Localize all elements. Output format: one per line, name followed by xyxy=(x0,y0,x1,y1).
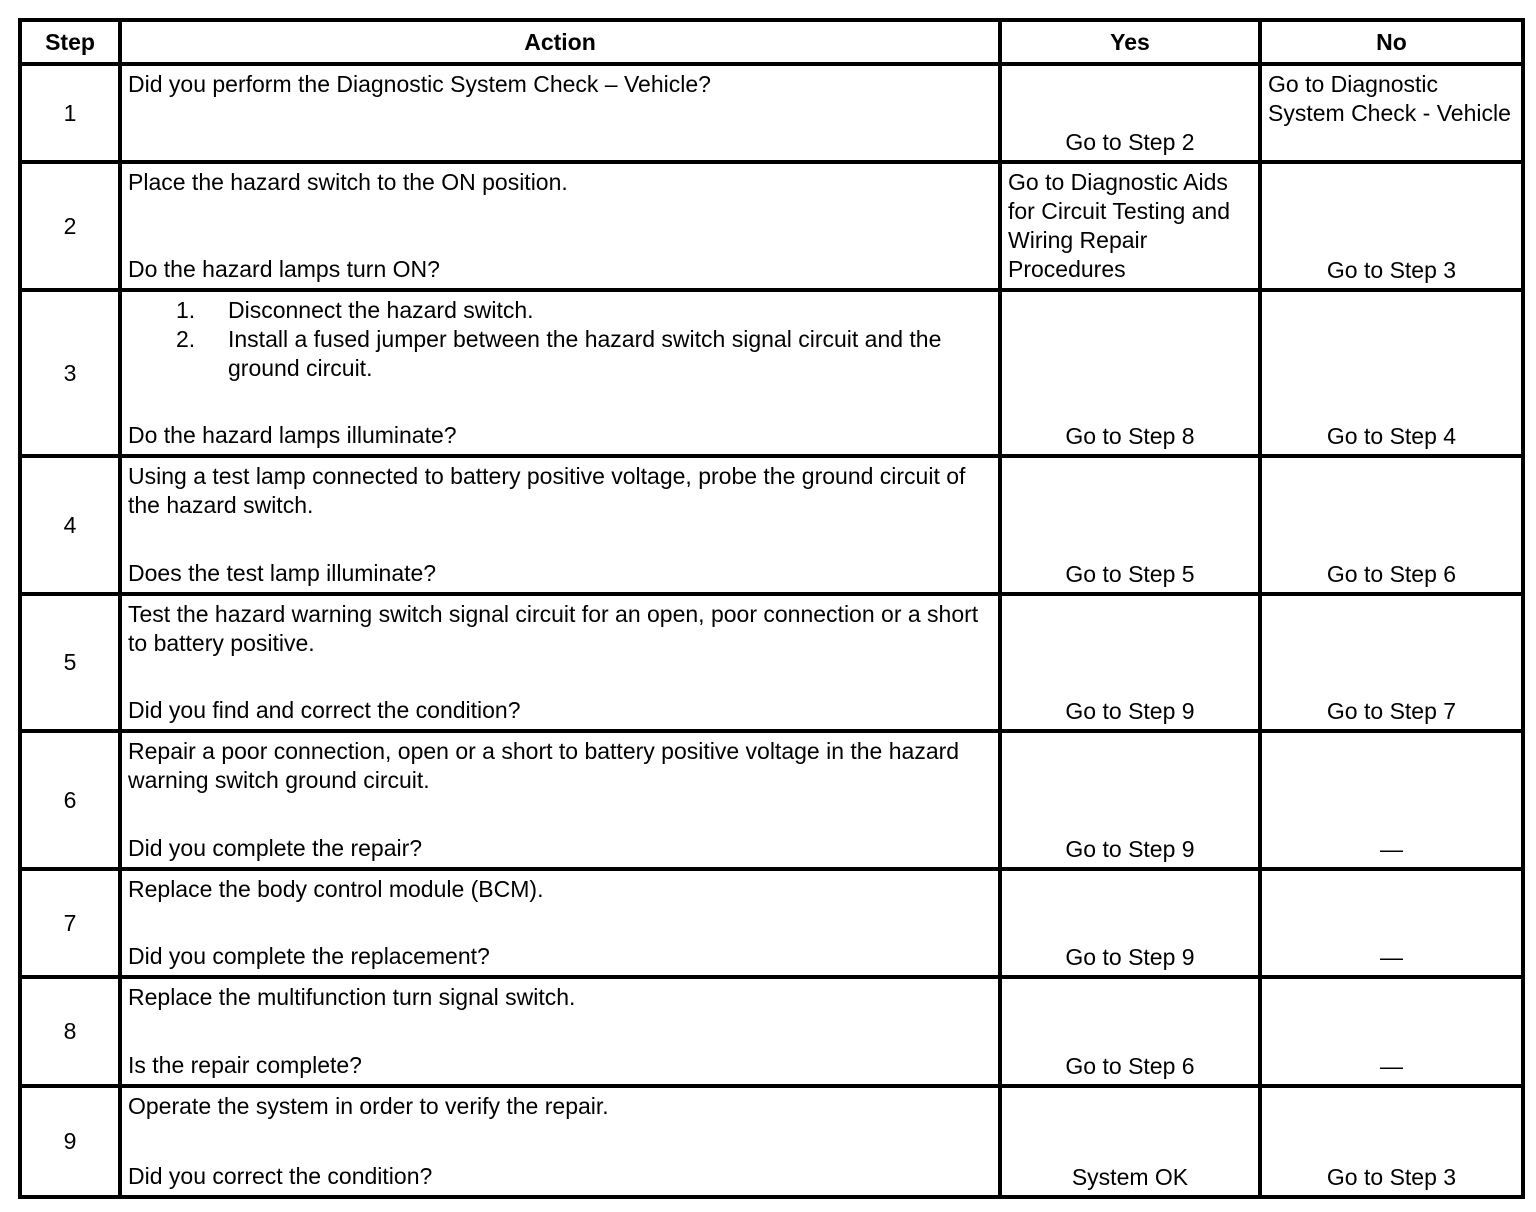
yes-result: Go to Step 8 xyxy=(1000,290,1260,456)
action-question: Did you complete the repair? xyxy=(128,835,423,861)
action-text: Repair a poor connection, open or a short to battery positive voltage in the hazard warning switch ground circuit. xyxy=(128,738,960,793)
action-question: Is the repair complete? xyxy=(128,1052,362,1078)
action-instructions xyxy=(128,462,992,520)
action-body xyxy=(128,875,992,971)
table-row xyxy=(20,290,1523,456)
action-cell xyxy=(120,594,1000,731)
action-question: Do the hazard lamps illuminate? xyxy=(128,422,457,448)
table-row xyxy=(20,594,1523,731)
no-result: Go to Step 3 xyxy=(1260,162,1523,290)
action-body xyxy=(128,70,992,156)
no-result: — xyxy=(1260,977,1523,1086)
action-cell xyxy=(120,1086,1000,1197)
diagnostic-table xyxy=(18,18,1525,1199)
action-body xyxy=(128,600,992,725)
substep-number: 2. xyxy=(176,326,196,352)
action-instructions xyxy=(128,600,992,658)
header-no: No xyxy=(1260,20,1523,64)
header-step: Step xyxy=(20,20,120,64)
action-cell xyxy=(120,162,1000,290)
action-cell xyxy=(120,731,1000,869)
substep-text: Disconnect the hazard switch. xyxy=(228,297,534,323)
yes-result: Go to Diagnostic Aids for Circuit Testing and Wiring Repair Procedures xyxy=(1000,162,1260,290)
action-instructions xyxy=(128,70,992,99)
table-row xyxy=(20,1086,1523,1197)
table-row xyxy=(20,456,1523,594)
action-text: Operate the system in order to verify the repair. xyxy=(128,1093,609,1119)
substep-item xyxy=(128,296,992,325)
step-number: 1 xyxy=(20,64,120,162)
action-question: Did you correct the condition? xyxy=(128,1163,433,1189)
yes-result: Go to Step 9 xyxy=(1000,594,1260,731)
step-number: 9 xyxy=(20,1086,120,1197)
action-cell xyxy=(120,64,1000,162)
table-body xyxy=(20,64,1523,1197)
yes-result: System OK xyxy=(1000,1086,1260,1197)
table-row xyxy=(20,64,1523,162)
action-body xyxy=(128,1092,992,1191)
action-cell xyxy=(120,456,1000,594)
action-body xyxy=(128,983,992,1080)
step-number: 3 xyxy=(20,290,120,456)
substep-item xyxy=(128,325,992,383)
no-result: — xyxy=(1260,731,1523,869)
substep-list xyxy=(128,296,992,383)
yes-result: Go to Step 6 xyxy=(1000,977,1260,1086)
no-result: Go to Step 6 xyxy=(1260,456,1523,594)
step-number: 5 xyxy=(20,594,120,731)
no-result: Go to Diagnostic System Check - Vehicle xyxy=(1260,64,1523,162)
action-cell xyxy=(120,869,1000,977)
action-body xyxy=(128,462,992,588)
action-instructions xyxy=(128,296,992,383)
action-instructions xyxy=(128,1092,992,1121)
substep-text: Install a fused jumper between the hazard switch signal circuit and the ground circuit. xyxy=(228,326,942,381)
action-body xyxy=(128,737,992,863)
table-row xyxy=(20,977,1523,1086)
step-number: 2 xyxy=(20,162,120,290)
table-row xyxy=(20,869,1523,977)
action-instructions xyxy=(128,875,992,904)
action-text: Test the hazard warning switch signal circuit for an open, poor connection or a short to battery positive. xyxy=(128,601,979,656)
step-number: 8 xyxy=(20,977,120,1086)
action-question: Did you complete the replacement? xyxy=(128,943,490,969)
no-result: Go to Step 4 xyxy=(1260,290,1523,456)
action-cell xyxy=(120,290,1000,456)
action-instructions xyxy=(128,737,992,795)
step-number: 7 xyxy=(20,869,120,977)
yes-result: Go to Step 5 xyxy=(1000,456,1260,594)
no-result: Go to Step 7 xyxy=(1260,594,1523,731)
yes-result: Go to Step 9 xyxy=(1000,731,1260,869)
step-number: 6 xyxy=(20,731,120,869)
no-result: — xyxy=(1260,869,1523,977)
table-row xyxy=(20,731,1523,869)
header-action: Action xyxy=(120,20,1000,64)
step-number: 4 xyxy=(20,456,120,594)
no-result: Go to Step 3 xyxy=(1260,1086,1523,1197)
yes-result: Go to Step 2 xyxy=(1000,64,1260,162)
action-text: Using a test lamp connected to battery positive voltage, probe the ground circuit of the hazard switch. xyxy=(128,463,966,518)
action-instructions xyxy=(128,168,992,197)
header-yes: Yes xyxy=(1000,20,1260,64)
table-header-row xyxy=(20,20,1523,64)
action-body xyxy=(128,168,992,284)
action-question: Did you find and correct the condition? xyxy=(128,697,521,723)
action-text: Replace the multifunction turn signal switch. xyxy=(128,984,576,1010)
yes-result: Go to Step 9 xyxy=(1000,869,1260,977)
action-question: Does the test lamp illuminate? xyxy=(128,560,437,586)
table-row xyxy=(20,162,1523,290)
action-instructions xyxy=(128,983,992,1012)
action-question: Do the hazard lamps turn ON? xyxy=(128,256,440,282)
action-text: Did you perform the Diagnostic System Check – Vehicle? xyxy=(128,71,711,97)
action-text: Replace the body control module (BCM). xyxy=(128,876,544,902)
substep-number: 1. xyxy=(176,297,196,323)
action-text: Place the hazard switch to the ON position. xyxy=(128,169,568,195)
action-body xyxy=(128,296,992,450)
action-cell xyxy=(120,977,1000,1086)
